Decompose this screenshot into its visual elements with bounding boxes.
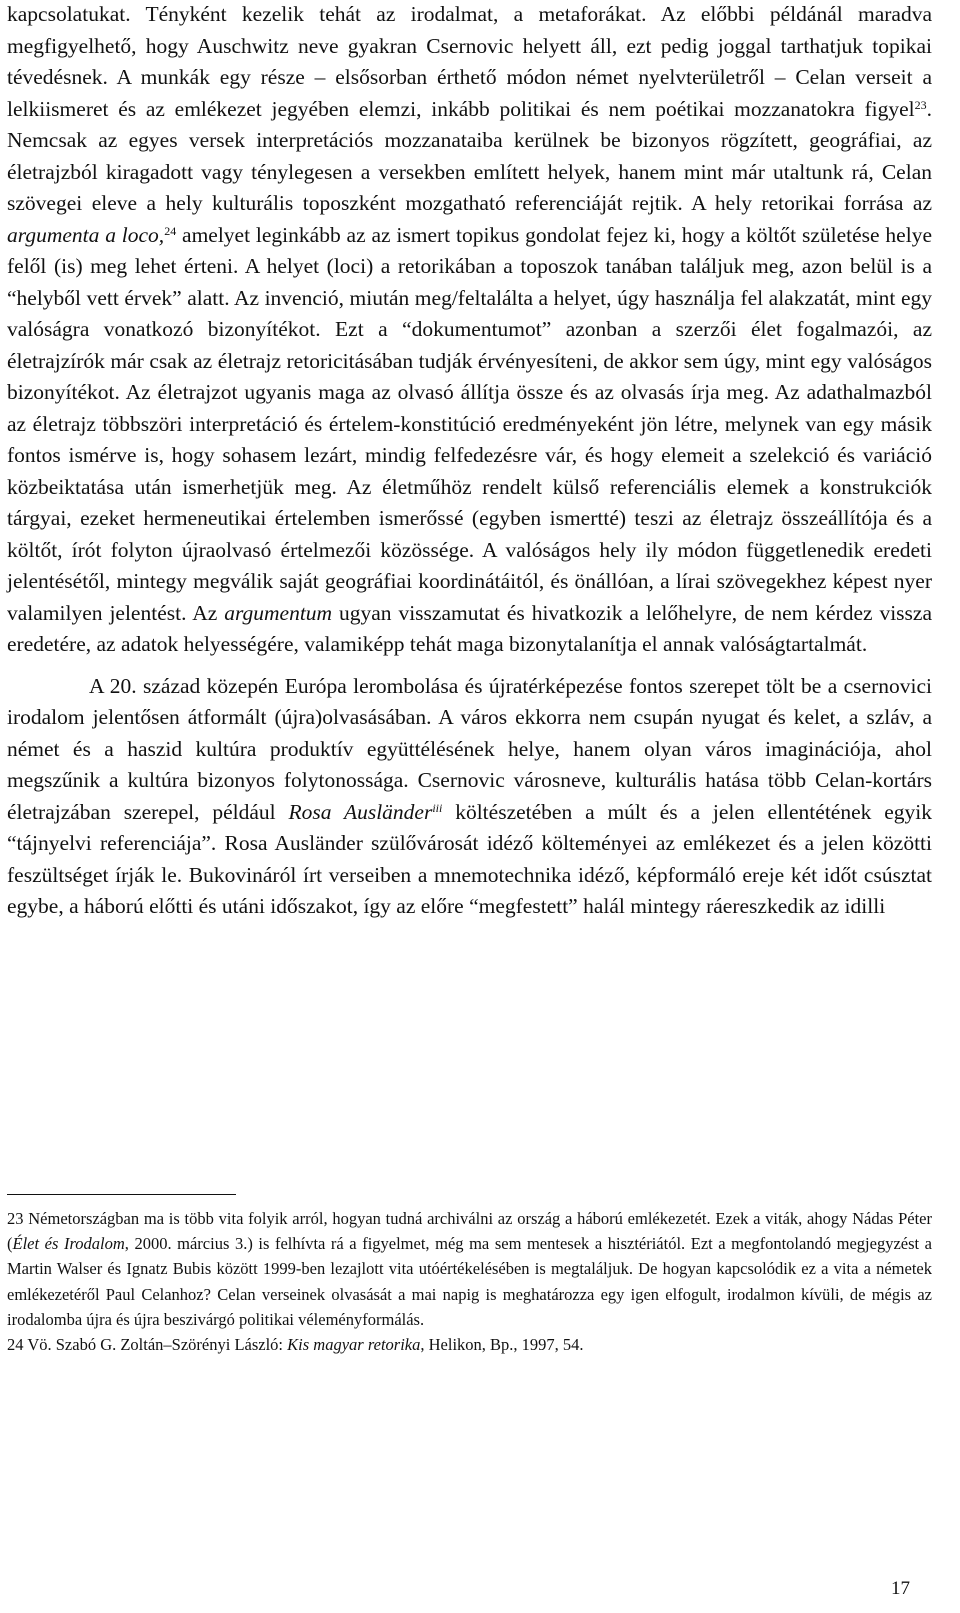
- paragraph-2-text-b: költészetében a múlt és a jelen ellentétének egyik “tájnyelvi referenciája”. Rosa Ausländer szülővárosát idéző költeményei az emlékezet és a jelen közötti feszültséget írják le. Bukovináról írt verseiben a mnemotechnika idéző, képformáló ereje két időt csúsztat egybe, a háború előtti és utáni időszakot, így az előre “megfestett” halál mintegy ráereszkedik az idilli: [7, 799, 933, 918]
- footnote-ref-24[interactable]: 24: [164, 223, 177, 238]
- footnote-ref-23[interactable]: 23: [914, 97, 927, 112]
- footnote-23-text-b: , 2000. március 3.) is felhívta rá a figyelmet, még ma sem mentesek a hisztériától. Ezt a megfontolandó megjegyzést a Martin Walser és Ignatz Bubis között 1999-ben lezajlott vita utóértékelésében is megtaláljuk. De hogyan kapcsolódik ez a vita a németek emlékezetéről Paul Celanhoz? Celan verseinek olvasását a mai napig is meghatározza egy igen elfogult, irodalmon kívüli, de mégis az irodalomba újra és újra beszivárgó politikai véleményformálás.: [7, 1234, 933, 1329]
- paragraph-1-text-c: amelyet leginkább az az ismert topikus gondolat fejez ki, hogy a költőt születése helye felől (is) meg lehet érteni. A helyet (loci) a retorikában a toposzok tanában találjuk meg, azon belül is a “helyből vett érvek” alatt. Az invenció, miután meg/feltalálta a helyet, úgy használja fel alakzatát, mint egy valóságra vonatkozó bizonyítékot. Ezt a “dokumentumot” azonban a szerzői élet fogalmazói, az életrajzírók már csak az életrajz retoricitásában tudják érvényesíteni, de akkor sem úgy, mint egy valóságos bizonyítékot. Az életrajzot ugyanis maga az olvasó állítja össze és az olvasás írja meg. Az adathalmazból az életrajz többszöri interpretáció és értelem-konstitúció eredményeként jön létre, melynek van egy másik fontos ismérve is, hogy sohasem lezárt, mindig felfedezésre vár, és hogy elemeit a szelekció és variáció közbeiktatása után ismerhetjük meg. Az életműhöz rendelt külső referenciális elemek a konstrukciók tárgyai, ezeket hermeneutikai értelemben ismerőssé (egyben ismertté) teszi az életrajz összeállítója és a költőt, írót folyton újraolvasó értelmezői közössége. A valóságos hely ily módon függetlenedik eredeti jelentésétől, mintegy megválik saját geográfiai koordinátáitól, és önállóan, a lírai szövegekhez képest nyer valamilyen jelentést. Az: [7, 222, 932, 625]
- footnote-23-italic: Élet és Irodalom: [12, 1234, 125, 1254]
- endnote-ref-iii[interactable]: iii: [432, 800, 443, 815]
- footnote-24-text-b: , Helikon, Bp., 1997, 54.: [420, 1335, 584, 1355]
- paragraph-2-text-a: A 20. század közepén Európa lerombolása és újratérképezése fontos szerepet tölt be a csernovici irodalom jelentősen átformált (újra)olvasásában. A város ekkorra nem csupán nyugat és kelet, a szláv, a német és a haszid kultúra produktív együttélésének helye, hanem olyan város imaginációja, ahol megszűnik a kultúra bizonyos folytonossága. Csernovic városneve, kulturális hatása több Celan-kortárs életrajzában szerepel, például: [7, 673, 932, 824]
- italic-term-argumentum: argumentum: [224, 600, 333, 625]
- footnote-24-italic: Kis magyar retorika: [287, 1335, 421, 1355]
- paragraph-1-text-a: kapcsolatukat. Tényként kezelik tehát az irodalmat, a metaforákat. Az előbbi példánál maradva megfigyelhető, hogy Auschwitz neve gyakran Csernovic helyett áll, ezt pedig joggal tarthatjuk topikai tévedésnek. A munkák egy része – elsősorban érthető módon német nyelvterületről – Celan verseit a lelkiismeret és az emlékezet jegyében elemzi, inkább politikai és nem poétikai mozzanatokra figyel: [7, 2, 932, 121]
- italic-term-argumenta-a-loco: argumenta a loco,: [7, 222, 165, 247]
- footnote-24: [7, 1332, 932, 1357]
- footnotes: [7, 1206, 932, 1357]
- paragraph-1: [7, 0, 932, 661]
- page-body: [7, 0, 932, 923]
- paragraph-2: [7, 671, 932, 923]
- footnote-divider: [7, 1194, 236, 1195]
- footnote-23: [7, 1206, 932, 1332]
- italic-name-rosa-auslander: Rosa Ausländer: [288, 799, 433, 824]
- paragraph-1-text-b: . Nemcsak az egyes versek interpretációs mozzanataiba kerülnek be bizonyos rögzített, geográfiai, az életrajzból kiragadott vagy ténylegesen a versekben említett helyek, hanem mint már utaltunk rá, Celan szövegei eleve a hely kulturális toposzként mozgatható referenciáját rejtik. A hely retorikai forrása az: [7, 96, 932, 215]
- page-number: 17: [891, 1578, 910, 1599]
- footnote-23-text-a: 23 Németországban ma is több vita folyik arról, hogyan tudná archiválni az ország a háború emlékezetét. Ezek a viták, ahogy Nádas Péter (: [7, 1209, 932, 1254]
- footnote-24-text-a: 24 Vö. Szabó G. Zoltán–Szörényi László:: [7, 1335, 288, 1355]
- paragraph-1-text-d: ugyan visszamutat és hivatkozik a lelőhelyre, de nem kérdez vissza eredetére, az adatok helyességére, valamiképp tehát maga bizonytalanítja el annak valóságtartalmát.: [7, 600, 933, 656]
